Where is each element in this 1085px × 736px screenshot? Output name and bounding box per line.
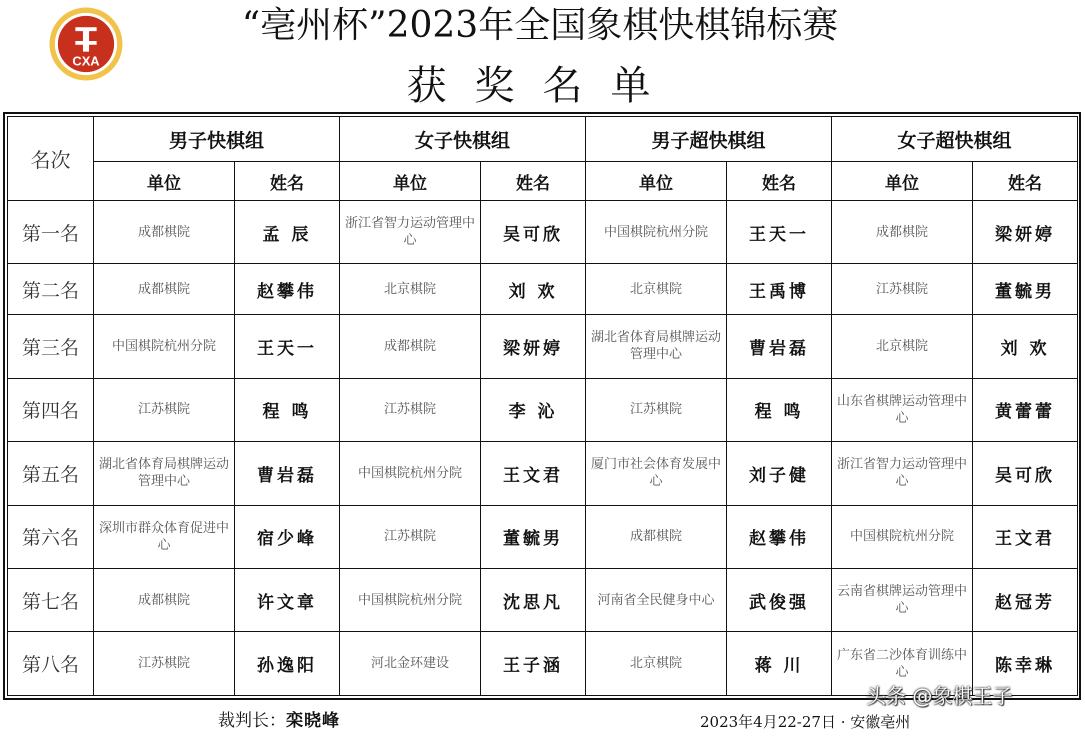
name-cell: 赵冠芳 (973, 569, 1078, 632)
unit-cell: 中国棋院杭州分院 (586, 201, 727, 264)
unit-header: 单位 (94, 162, 235, 201)
name-cell: 王天一 (235, 315, 340, 378)
name-cell: 董毓男 (973, 264, 1078, 315)
page-subtitle: 获奖名单 (406, 63, 679, 109)
unit-cell: 江苏棋院 (94, 378, 235, 441)
name-header: 姓名 (727, 162, 832, 201)
rank-cell: 第一名 (8, 201, 94, 264)
unit-cell: 江苏棋院 (832, 264, 973, 315)
unit-cell: 厦门市社会体育发展中心 (586, 442, 727, 505)
name-cell: 孙逸阳 (235, 632, 340, 696)
name-cell: 吴可欣 (973, 442, 1078, 505)
sub-header-row (8, 162, 1078, 201)
unit-cell: 中国棋院杭州分院 (340, 442, 481, 505)
rank-cell: 第八名 (8, 632, 94, 696)
name-header: 姓名 (481, 162, 586, 201)
unit-cell: 中国棋院杭州分院 (340, 569, 481, 632)
unit-cell: 成都棋院 (94, 201, 235, 264)
name-cell: 蒋 川 (727, 632, 832, 696)
name-cell: 王文君 (481, 442, 586, 505)
name-cell: 许文章 (235, 569, 340, 632)
unit-cell: 河南省全民健身中心 (586, 569, 727, 632)
name-cell: 武俊强 (727, 569, 832, 632)
name-cell: 程 鸣 (235, 378, 340, 441)
unit-header: 单位 (340, 162, 481, 201)
unit-cell: 中国棋院杭州分院 (832, 505, 973, 568)
table-row (8, 505, 1078, 568)
unit-cell: 成都棋院 (586, 505, 727, 568)
unit-cell: 湖北省体育局棋牌运动管理中心 (94, 442, 235, 505)
rank-cell: 第六名 (8, 505, 94, 568)
unit-cell: 成都棋院 (94, 264, 235, 315)
unit-cell: 成都棋院 (832, 201, 973, 264)
chief-referee-label: 裁判长： (218, 711, 286, 731)
name-cell: 黄蕾蕾 (973, 378, 1078, 441)
unit-cell: 江苏棋院 (586, 378, 727, 441)
group-header-row (8, 117, 1078, 162)
name-cell: 刘 欢 (481, 264, 586, 315)
unit-cell: 浙江省智力运动管理中心 (340, 201, 481, 264)
name-cell: 王文君 (973, 505, 1078, 568)
rank-cell: 第七名 (8, 569, 94, 632)
unit-cell: 云南省棋牌运动管理中心 (832, 569, 973, 632)
chief-referee (218, 708, 340, 734)
unit-cell: 湖北省体育局棋牌运动管理中心 (586, 315, 727, 378)
table-row (8, 315, 1078, 378)
chief-referee-name: 栾晓峰 (286, 711, 340, 731)
name-cell: 李 沁 (481, 378, 586, 441)
table-row (8, 378, 1078, 441)
table-row (8, 569, 1078, 632)
results-table-frame (3, 112, 1081, 700)
rank-cell: 第三名 (8, 315, 94, 378)
name-cell: 梁妍婷 (973, 201, 1078, 264)
group-header-women-rapid: 女子快棋组 (340, 117, 586, 162)
name-cell: 刘 欢 (973, 315, 1078, 378)
unit-cell: 江苏棋院 (340, 378, 481, 441)
table-row (8, 201, 1078, 264)
name-header: 姓名 (973, 162, 1078, 201)
name-cell: 陈幸琳 (973, 632, 1078, 696)
logo-text: CXA (72, 53, 100, 69)
unit-cell: 北京棋院 (586, 264, 727, 315)
name-cell: 宿少峰 (235, 505, 340, 568)
group-header-men-rapid: 男子快棋组 (94, 117, 340, 162)
unit-cell: 成都棋院 (340, 315, 481, 378)
unit-cell: 成都棋院 (94, 569, 235, 632)
name-cell: 吴可欣 (481, 201, 586, 264)
unit-cell: 浙江省智力运动管理中心 (832, 442, 973, 505)
name-cell: 曹岩磊 (235, 442, 340, 505)
name-cell: 赵攀伟 (235, 264, 340, 315)
results-table (7, 116, 1078, 696)
name-header: 姓名 (235, 162, 340, 201)
unit-cell: 山东省棋牌运动管理中心 (832, 378, 973, 441)
table-row (8, 442, 1078, 505)
rank-header: 名次 (8, 117, 94, 201)
rank-cell: 第五名 (8, 442, 94, 505)
name-cell: 沈思凡 (481, 569, 586, 632)
unit-header: 单位 (586, 162, 727, 201)
name-cell: 王天一 (727, 201, 832, 264)
name-cell: 刘子健 (727, 442, 832, 505)
name-cell: 程 鸣 (727, 378, 832, 441)
rank-cell: 第四名 (8, 378, 94, 441)
unit-cell: 河北金环建设 (340, 632, 481, 696)
unit-header: 单位 (832, 162, 973, 201)
name-cell: 孟 辰 (235, 201, 340, 264)
name-cell: 赵攀伟 (727, 505, 832, 568)
name-cell: 梁妍婷 (481, 315, 586, 378)
page-title: “亳州杯”2023年全国象棋快棋锦标赛 (241, 5, 839, 46)
group-header-women-blitz: 女子超快棋组 (832, 117, 1078, 162)
unit-cell: 中国棋院杭州分院 (94, 315, 235, 378)
unit-cell: 北京棋院 (586, 632, 727, 696)
name-cell: 董毓男 (481, 505, 586, 568)
watermark: 头条 @象棋王子 (866, 684, 1013, 708)
unit-cell: 北京棋院 (832, 315, 973, 378)
unit-cell: 江苏棋院 (340, 505, 481, 568)
unit-cell: 北京棋院 (340, 264, 481, 315)
name-cell: 曹岩磊 (727, 315, 832, 378)
unit-cell: 江苏棋院 (94, 632, 235, 696)
name-cell: 王子涵 (481, 632, 586, 696)
date-location: 2023年4月22-27日 · 安徽亳州 (700, 713, 911, 731)
unit-cell: 广东省二沙体育训练中心 (832, 632, 973, 696)
table-row (8, 264, 1078, 315)
rank-cell: 第二名 (8, 264, 94, 315)
group-header-men-blitz: 男子超快棋组 (586, 117, 832, 162)
name-cell: 王禹博 (727, 264, 832, 315)
unit-cell: 深圳市群众体育促进中心 (94, 505, 235, 568)
